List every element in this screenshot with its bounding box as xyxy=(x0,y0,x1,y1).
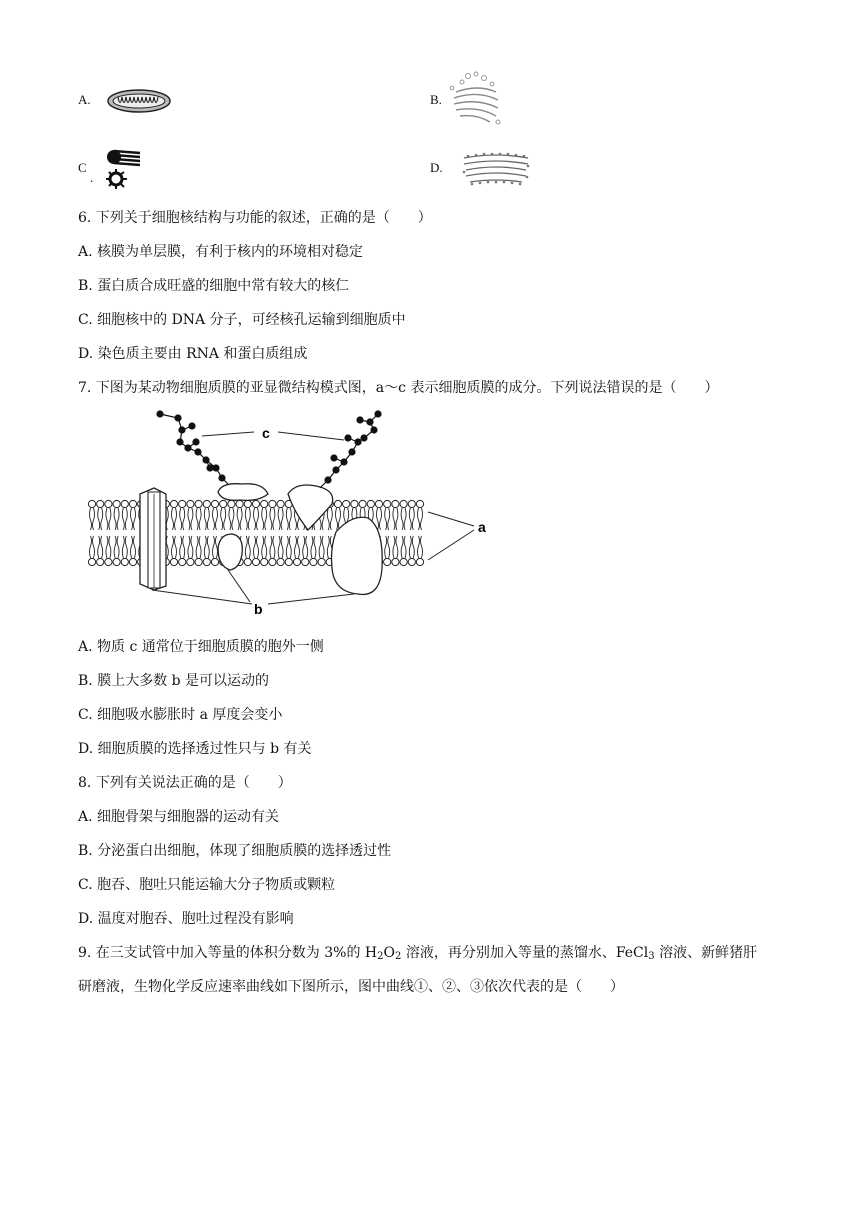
label-a: a xyxy=(478,519,486,535)
label-b-leader-left xyxy=(152,590,252,604)
centrosome-icon xyxy=(100,145,148,191)
q7-option-d: D. 细胞质膜的选择透过性只与 b 有关 xyxy=(78,741,312,757)
glycocalyx-left xyxy=(157,411,228,484)
label-a-leader-bottom xyxy=(428,530,474,560)
q5-option-c-label: C xyxy=(78,160,87,175)
q7-stem: 7. 下图为某动物细胞质膜的亚显微结构模式图，a～c 表示细胞质膜的成分。下列说法错误的是（ ） xyxy=(78,380,719,396)
q6-option-b: B. 蛋白质合成旺盛的细胞中常有较大的核仁 xyxy=(78,278,350,294)
label-c-leader-right xyxy=(278,432,344,440)
q9-stem-part3: 溶液、新鲜猪肝 xyxy=(654,945,758,961)
label-c: c xyxy=(262,425,270,441)
q7-option-c: C. 细胞吸水膨胀时 a 厚度会变小 xyxy=(78,707,283,723)
q7-option-b: B. 膜上大多数 b 是可以运动的 xyxy=(78,673,270,689)
cell-membrane-diagram xyxy=(82,408,502,618)
q8-option-c: C. 胞吞、胞吐只能运输大分子物质或颗粒 xyxy=(78,877,336,893)
q9-stem-line2: 研磨液，生物化学反应速率曲线如下图所示，图中曲线①、②、③依次代表的是（ ） xyxy=(78,979,624,995)
q8-stem: 8. 下列有关说法正确的是（ ） xyxy=(78,775,292,791)
q6-stem: 6. 下列关于细胞核结构与功能的叙述，正确的是（ ） xyxy=(78,210,432,226)
mitochondrion-icon xyxy=(106,88,172,114)
label-c-leader-left xyxy=(202,432,254,436)
transmembrane-protein-right xyxy=(332,517,383,594)
q6-option-c: C. 细胞核中的 DNA 分子，可经核孔运输到细胞质中 xyxy=(78,312,406,328)
q8-option-a: A. 细胞骨架与细胞器的运动有关 xyxy=(78,809,280,825)
q9-stem-part1: 9. 在三支试管中加入等量的体积分数为 3%的 H xyxy=(78,945,378,961)
q9-subscript-2a: 2 xyxy=(377,951,384,962)
label-b: b xyxy=(254,601,263,617)
label-b-leader-middle xyxy=(228,570,250,602)
q6-option-d: D. 染色质主要由 RNA 和蛋白质组成 xyxy=(78,346,308,362)
embedded-protein-inner xyxy=(218,534,242,570)
q6-option-a: A. 核膜为单层膜，有利于核内的环境相对稳定 xyxy=(78,244,364,260)
embedded-protein-upper xyxy=(288,485,333,530)
glycocalyx-right xyxy=(320,411,381,488)
rough-endoplasmic-reticulum-icon xyxy=(460,150,532,192)
label-a-leader-top xyxy=(428,512,474,526)
q9-subscript-3: 3 xyxy=(648,951,655,962)
q9-subscript-2b: 2 xyxy=(395,951,402,962)
q5-option-a-label: A. xyxy=(78,92,91,107)
q9-stem-part2: 溶液，再分别加入等量的蒸馏水、FeCl xyxy=(401,945,649,961)
q8-option-b: B. 分泌蛋白出细胞，体现了细胞质膜的选择透过性 xyxy=(78,843,392,859)
peripheral-protein-top xyxy=(218,484,268,501)
golgi-apparatus-icon xyxy=(448,70,504,128)
q7-option-a: A. 物质 c 通常位于细胞质膜的胞外一侧 xyxy=(78,639,324,655)
q8-option-d: D. 温度对胞吞、胞吐过程没有影响 xyxy=(78,911,294,927)
q9-stem-line1 xyxy=(78,944,757,966)
q5-option-d-label: D. xyxy=(430,160,443,175)
q5-option-c-dot: . xyxy=(90,170,94,185)
q9-o-letter: O xyxy=(383,945,395,961)
q5-option-b-label: B. xyxy=(430,92,442,107)
label-b-leader-right xyxy=(268,594,354,604)
